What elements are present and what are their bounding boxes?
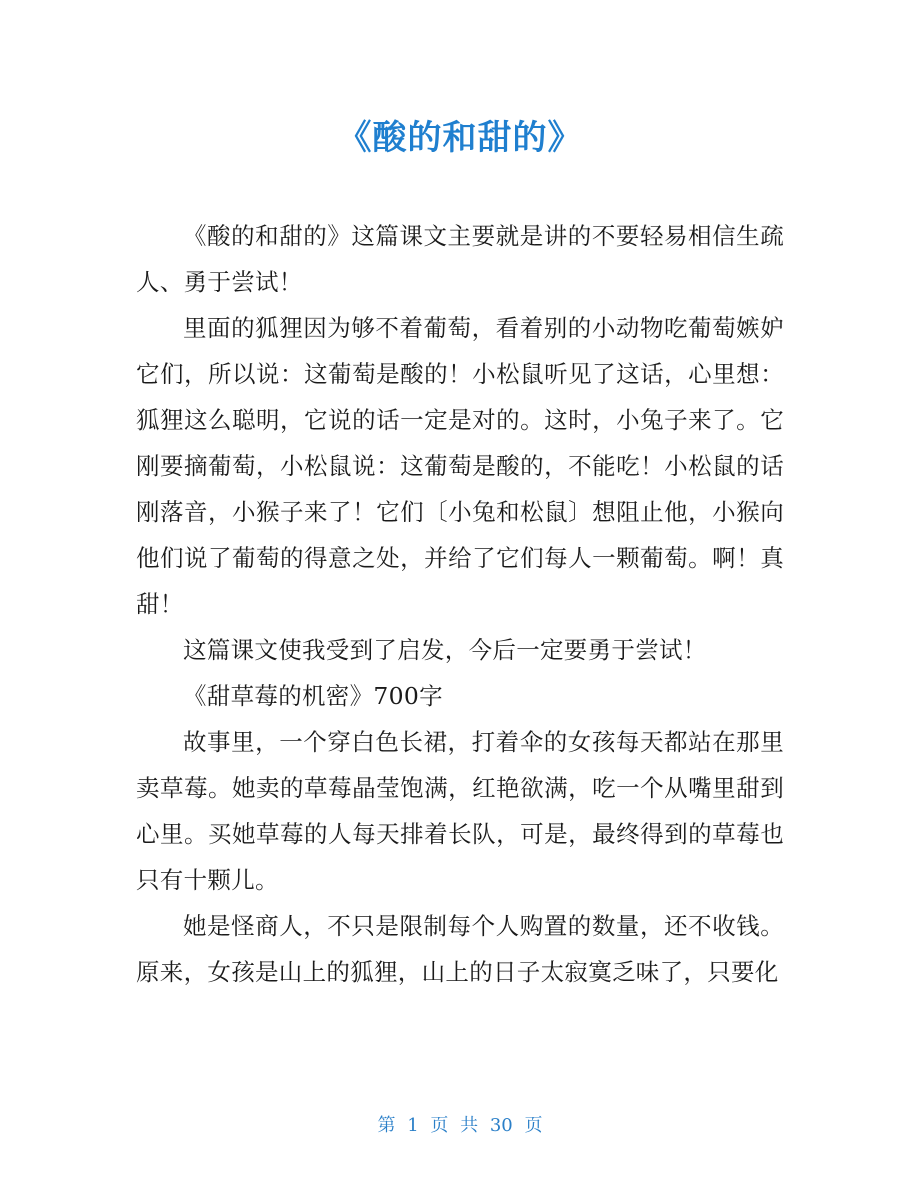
paragraph: 《甜草莓的机密》700字	[183, 682, 443, 710]
document-body	[136, 213, 784, 995]
paragraph: 里面的狐狸因为够不着葡萄，看着别的小动物吃葡萄嫉妒它们，所以说：这葡萄是酸的！小松鼠听见了这话，心里想：狐狸这么聪明，它说的话一定是对的。这时，小兔子来了。它刚要摘葡萄，小松鼠说：这葡萄是酸的，不能吃！小松鼠的话刚落音，小猴子来了！它们〔小兔和松鼠〕想阻止他，小猴向他们说了葡萄的得意之处，并给了它们每人一颗葡萄。啊！真甜！	[136, 314, 784, 618]
paragraph: 《酸的和甜的》这篇课文主要就是讲的不要轻易相信生疏人、勇于尝试！	[136, 222, 784, 296]
paragraph: 故事里，一个穿白色长裙，打着伞的女孩每天都站在那里卖草莓。她卖的草莓晶莹饱满，红艳欲满，吃一个从嘴里甜到心里。买她草莓的人每天排着长队，可是，最终得到的草莓也只有十颗儿。	[136, 728, 784, 894]
paragraph: 她是怪商人，不只是限制每个人购置的数量，还不收钱。原来，女孩是山上的狐狸，山上的日子太寂寞乏味了，只要化	[136, 912, 784, 986]
page-number-footer: 第 1 页 共 30 页	[377, 1115, 543, 1136]
paragraph: 这篇课文使我受到了启发，今后一定要勇于尝试！	[183, 636, 707, 664]
document-title: 《酸的和甜的》	[337, 118, 583, 158]
